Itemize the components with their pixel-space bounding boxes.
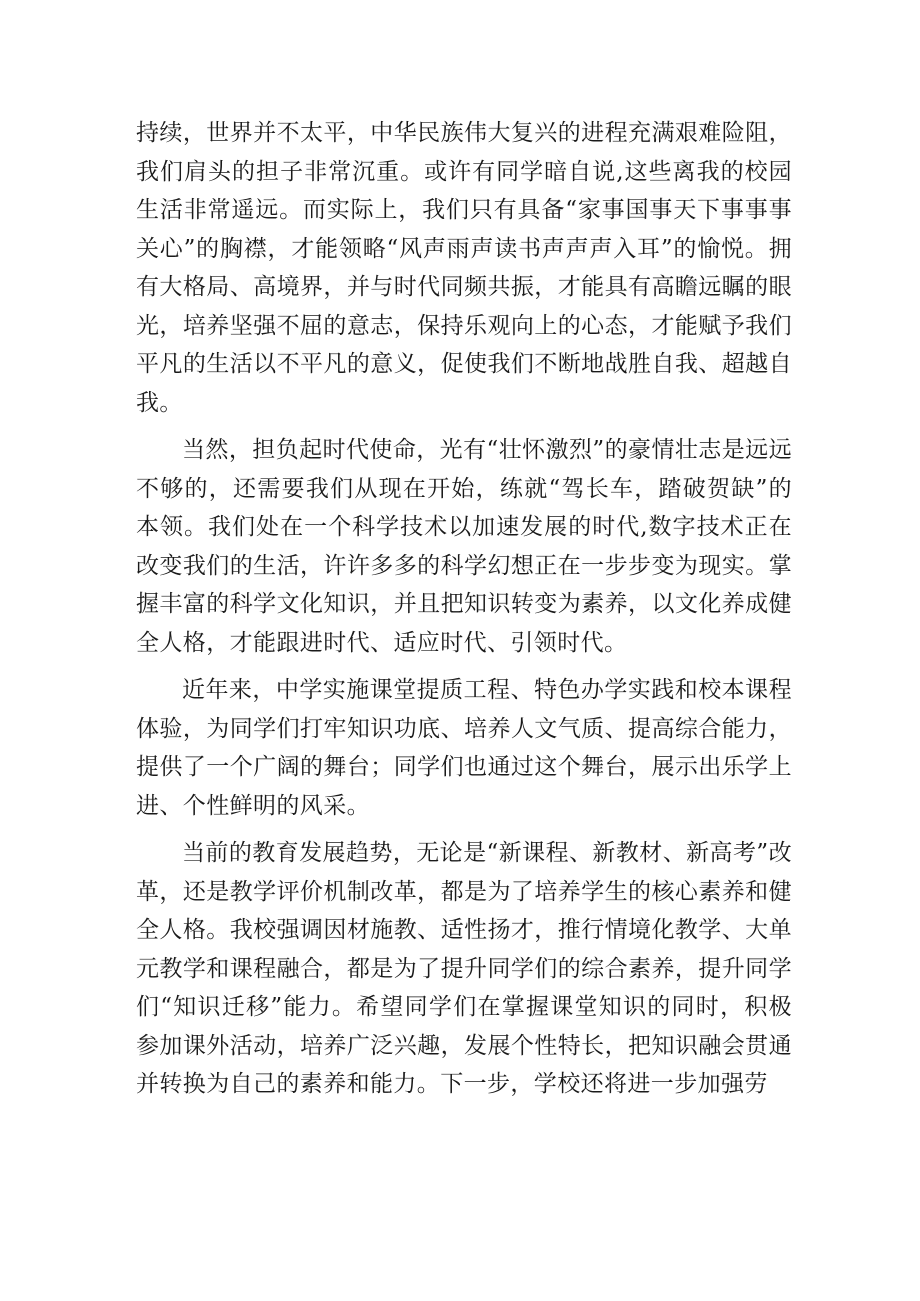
paragraph-school-programs: 近年来，中学实施课堂提质工程、特色办学实践和校本课程体验，为同学们打牢知识功底、培养人文气质、提高综合能力，提供了一个广阔的舞台；同学们也通过这个舞台，展示出乐学上进、个性鲜明的风采。: [136, 677, 792, 819]
paragraph-continuation: 持续，世界并不太平，中华民族伟大复兴的进程充满艰难险阻，我们肩头的担子非常沉重。或许有同学暗自说,这些离我的校园生活非常遥远。而实际上，我们只有具备“家事国事天下事事事关心”的胸襟，才能领略“风声雨声读书声声声入耳”的愉悦。拥有大格局、高境界，并与时代同频共振，才能具有高瞻远瞩的眼光，培养坚强不屈的意志，保持乐观向上的心态，才能赋予我们平凡的生活以不平凡的意义，促使我们不断地战胜自我、超越自我。: [136, 120, 792, 416]
paragraph-education-trends: 当前的教育发展趋势，无论是“新课程、新教材、新高考”改革，还是教学评价机制改革，都是为了培养学生的核心素养和健全人格。我校强调因材施教、适性扬才，推行情境化教学、大单元教学和课程融合，都是为了提升同学们的综合素养，提升同学们“知识迁移”能力。希望同学们在掌握课堂知识的同时，积极参加课外活动，培养广泛兴趣，发展个性特长，把知识融会贯通并转换为自己的素养和能力。下一步，学校还将进一步加强劳: [136, 840, 792, 1097]
paragraph-mission: 当然，担负起时代使命，光有“壮怀激烈”的豪情壮志是远远不够的，还需要我们从现在开始，练就“驾长车，踏破贺缺”的本领。我们处在一个科学技术以加速发展的时代,数字技术正在改变我们的生活，许许多多的科学幻想正在一步步变为现实。掌握丰富的科学文化知识，并且把知识转变为素养，以文化养成健全人格，才能跟进时代、适应时代、引领时代。: [136, 437, 792, 656]
document-body: [136, 114, 792, 1113]
